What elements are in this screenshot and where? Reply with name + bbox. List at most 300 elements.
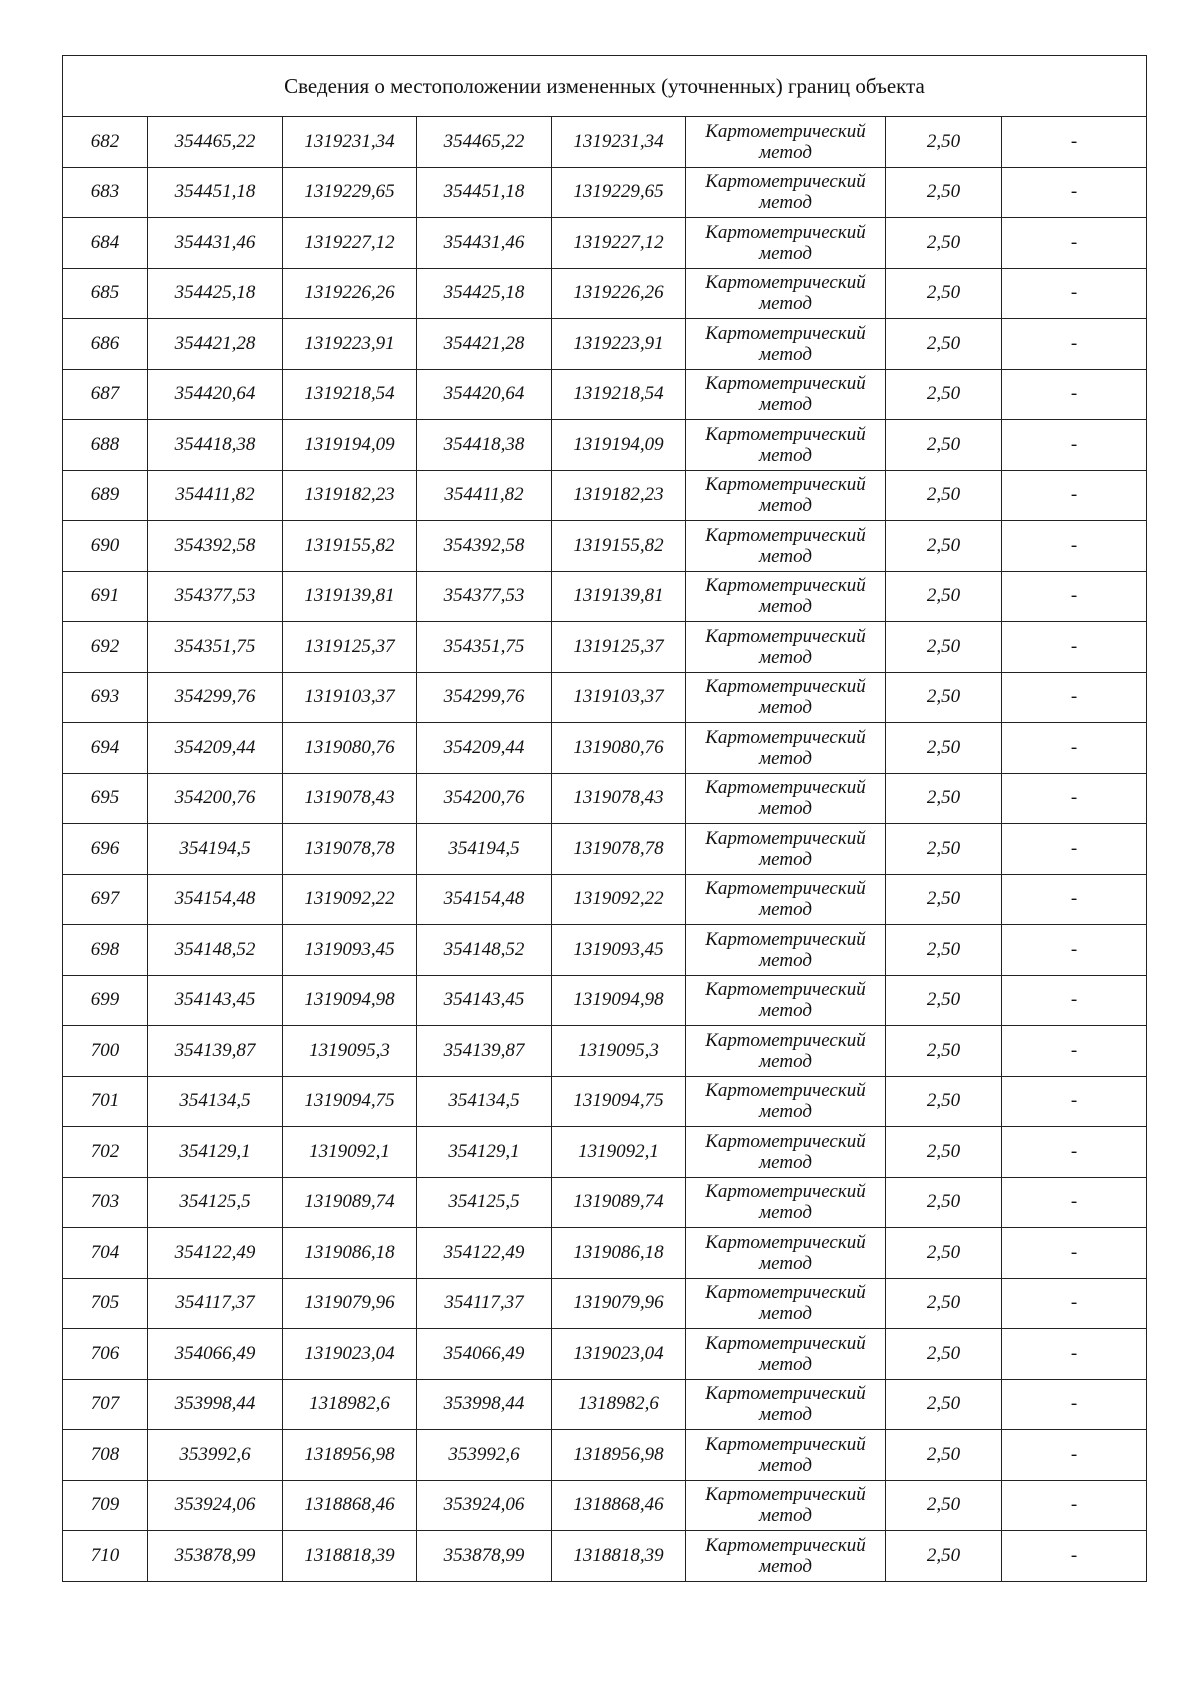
- table-row: [63, 874, 1147, 925]
- refined-y-cell: 1319223,91: [552, 319, 686, 370]
- refined-x-cell: 354134,5: [417, 1076, 552, 1127]
- note-cell: -: [1002, 117, 1147, 168]
- refined-y-cell: 1319086,18: [552, 1228, 686, 1279]
- method-line-1: Картометрический: [705, 777, 866, 799]
- refined-y-cell: 1319155,82: [552, 521, 686, 572]
- existing-y-cell: 1319089,74: [283, 1177, 417, 1228]
- refined-y-cell: 1319095,3: [552, 1026, 686, 1077]
- method-line-1: Картометрический: [705, 1130, 866, 1152]
- existing-x-cell: 354122,49: [148, 1228, 283, 1279]
- refined-y-cell: 1318818,39: [552, 1531, 686, 1582]
- note-cell: -: [1002, 975, 1147, 1026]
- method-line-2: метод: [759, 596, 812, 618]
- method-line-1: Картометрический: [705, 1181, 866, 1203]
- existing-x-cell: 354148,52: [148, 925, 283, 976]
- note-cell: -: [1002, 672, 1147, 723]
- existing-y-cell: 1319094,75: [283, 1076, 417, 1127]
- accuracy-cell: 2,50: [886, 723, 1002, 774]
- note-cell: -: [1002, 1177, 1147, 1228]
- point-number-cell: 697: [63, 874, 148, 925]
- method-line-2: метод: [759, 394, 812, 416]
- note-cell: -: [1002, 268, 1147, 319]
- method-line-2: метод: [759, 444, 812, 466]
- refined-x-cell: 354117,37: [417, 1278, 552, 1329]
- point-number-cell: 689: [63, 470, 148, 521]
- method-line-2: метод: [759, 949, 812, 971]
- method-line-2: метод: [759, 848, 812, 870]
- method-cell: [686, 824, 886, 875]
- method-line-2: метод: [759, 798, 812, 820]
- refined-y-cell: 1319079,96: [552, 1278, 686, 1329]
- method-cell: [686, 319, 886, 370]
- method-cell: [686, 1480, 886, 1531]
- method-line-2: метод: [759, 1202, 812, 1224]
- note-cell: -: [1002, 1531, 1147, 1582]
- existing-y-cell: 1319086,18: [283, 1228, 417, 1279]
- method-line-2: метод: [759, 242, 812, 264]
- method-line-2: метод: [759, 1151, 812, 1173]
- point-number-cell: 705: [63, 1278, 148, 1329]
- method-line-2: метод: [759, 1252, 812, 1274]
- method-line-1: Картометрический: [705, 726, 866, 748]
- method-line-2: метод: [759, 1454, 812, 1476]
- table-row: [63, 1278, 1147, 1329]
- method-line-1: Картометрический: [705, 1332, 866, 1354]
- note-cell: -: [1002, 420, 1147, 471]
- accuracy-cell: 2,50: [886, 369, 1002, 420]
- accuracy-cell: 2,50: [886, 1177, 1002, 1228]
- method-line-1: Картометрический: [705, 423, 866, 445]
- refined-x-cell: 354122,49: [417, 1228, 552, 1279]
- method-line-2: метод: [759, 1505, 812, 1527]
- method-cell: [686, 369, 886, 420]
- note-cell: -: [1002, 218, 1147, 269]
- accuracy-cell: 2,50: [886, 1127, 1002, 1178]
- refined-y-cell: 1319078,78: [552, 824, 686, 875]
- refined-x-cell: 354418,38: [417, 420, 552, 471]
- method-cell: [686, 1278, 886, 1329]
- method-cell: [686, 420, 886, 471]
- refined-y-cell: 1319229,65: [552, 167, 686, 218]
- table-row: [63, 1076, 1147, 1127]
- method-line-2: метод: [759, 1000, 812, 1022]
- point-number-cell: 691: [63, 571, 148, 622]
- method-cell: [686, 1531, 886, 1582]
- method-line-2: метод: [759, 1303, 812, 1325]
- refined-y-cell: 1319080,76: [552, 723, 686, 774]
- existing-x-cell: 354299,76: [148, 672, 283, 723]
- table-title-row: [63, 56, 1147, 117]
- point-number-cell: 701: [63, 1076, 148, 1127]
- accuracy-cell: 2,50: [886, 925, 1002, 976]
- existing-x-cell: 354129,1: [148, 1127, 283, 1178]
- accuracy-cell: 2,50: [886, 571, 1002, 622]
- method-cell: [686, 1430, 886, 1481]
- method-line-1: Картометрический: [705, 979, 866, 1001]
- method-line-2: метод: [759, 343, 812, 365]
- method-cell: [686, 874, 886, 925]
- method-cell: [686, 1076, 886, 1127]
- existing-x-cell: 354154,48: [148, 874, 283, 925]
- existing-y-cell: 1319080,76: [283, 723, 417, 774]
- point-number-cell: 683: [63, 167, 148, 218]
- method-line-1: Картометрический: [705, 878, 866, 900]
- table-row: [63, 975, 1147, 1026]
- note-cell: -: [1002, 1480, 1147, 1531]
- refined-y-cell: 1319226,26: [552, 268, 686, 319]
- table-row: [63, 1177, 1147, 1228]
- refined-x-cell: 354420,64: [417, 369, 552, 420]
- existing-x-cell: 354420,64: [148, 369, 283, 420]
- existing-y-cell: 1319231,34: [283, 117, 417, 168]
- existing-y-cell: 1319226,26: [283, 268, 417, 319]
- note-cell: -: [1002, 369, 1147, 420]
- existing-x-cell: 354139,87: [148, 1026, 283, 1077]
- table-row: [63, 218, 1147, 269]
- refined-x-cell: 354377,53: [417, 571, 552, 622]
- existing-y-cell: 1319078,78: [283, 824, 417, 875]
- method-line-1: Картометрический: [705, 1282, 866, 1304]
- existing-x-cell: 354117,37: [148, 1278, 283, 1329]
- method-line-1: Картометрический: [705, 272, 866, 294]
- method-cell: [686, 1177, 886, 1228]
- accuracy-cell: 2,50: [886, 117, 1002, 168]
- accuracy-cell: 2,50: [886, 672, 1002, 723]
- method-line-1: Картометрический: [705, 625, 866, 647]
- point-number-cell: 692: [63, 622, 148, 673]
- method-cell: [686, 622, 886, 673]
- method-line-2: метод: [759, 192, 812, 214]
- refined-y-cell: 1319023,04: [552, 1329, 686, 1380]
- accuracy-cell: 2,50: [886, 824, 1002, 875]
- accuracy-cell: 2,50: [886, 218, 1002, 269]
- refined-y-cell: 1319089,74: [552, 1177, 686, 1228]
- accuracy-cell: 2,50: [886, 1329, 1002, 1380]
- existing-x-cell: 354377,53: [148, 571, 283, 622]
- refined-y-cell: 1319093,45: [552, 925, 686, 976]
- method-line-1: Картометрический: [705, 1231, 866, 1253]
- refined-y-cell: 1319078,43: [552, 773, 686, 824]
- accuracy-cell: 2,50: [886, 470, 1002, 521]
- refined-y-cell: 1319092,22: [552, 874, 686, 925]
- table-row: [63, 1379, 1147, 1430]
- table-title: Сведения о местоположении измененных (уточненных) границ объекта: [63, 56, 1147, 117]
- point-number-cell: 703: [63, 1177, 148, 1228]
- table-row: [63, 1531, 1147, 1582]
- table-row: [63, 319, 1147, 370]
- accuracy-cell: 2,50: [886, 874, 1002, 925]
- refined-x-cell: 354154,48: [417, 874, 552, 925]
- table-row: [63, 1228, 1147, 1279]
- existing-x-cell: 353992,6: [148, 1430, 283, 1481]
- method-line-2: метод: [759, 646, 812, 668]
- existing-y-cell: 1319125,37: [283, 622, 417, 673]
- refined-y-cell: 1319094,98: [552, 975, 686, 1026]
- point-number-cell: 690: [63, 521, 148, 572]
- refined-y-cell: 1319094,75: [552, 1076, 686, 1127]
- table-body: [63, 117, 1147, 1582]
- existing-x-cell: 353924,06: [148, 1480, 283, 1531]
- existing-y-cell: 1318956,98: [283, 1430, 417, 1481]
- method-cell: [686, 925, 886, 976]
- existing-y-cell: 1319079,96: [283, 1278, 417, 1329]
- table-row: [63, 723, 1147, 774]
- method-line-2: метод: [759, 1050, 812, 1072]
- accuracy-cell: 2,50: [886, 1379, 1002, 1430]
- table-row: [63, 1026, 1147, 1077]
- refined-y-cell: 1319218,54: [552, 369, 686, 420]
- note-cell: -: [1002, 571, 1147, 622]
- refined-x-cell: 354392,58: [417, 521, 552, 572]
- refined-x-cell: 354129,1: [417, 1127, 552, 1178]
- point-number-cell: 696: [63, 824, 148, 875]
- method-line-2: метод: [759, 697, 812, 719]
- existing-x-cell: 354421,28: [148, 319, 283, 370]
- refined-y-cell: 1319194,09: [552, 420, 686, 471]
- existing-x-cell: 354200,76: [148, 773, 283, 824]
- method-line-2: метод: [759, 747, 812, 769]
- method-line-1: Картометрический: [705, 474, 866, 496]
- existing-x-cell: 354134,5: [148, 1076, 283, 1127]
- accuracy-cell: 2,50: [886, 1430, 1002, 1481]
- note-cell: -: [1002, 1127, 1147, 1178]
- refined-x-cell: 354351,75: [417, 622, 552, 673]
- existing-x-cell: 354194,5: [148, 824, 283, 875]
- point-number-cell: 707: [63, 1379, 148, 1430]
- method-cell: [686, 975, 886, 1026]
- existing-x-cell: 354351,75: [148, 622, 283, 673]
- existing-y-cell: 1319139,81: [283, 571, 417, 622]
- existing-y-cell: 1319023,04: [283, 1329, 417, 1380]
- existing-y-cell: 1319078,43: [283, 773, 417, 824]
- existing-x-cell: 354418,38: [148, 420, 283, 471]
- refined-x-cell: 354425,18: [417, 268, 552, 319]
- table-row: [63, 1430, 1147, 1481]
- note-cell: -: [1002, 1430, 1147, 1481]
- point-number-cell: 706: [63, 1329, 148, 1380]
- method-cell: [686, 672, 886, 723]
- note-cell: -: [1002, 521, 1147, 572]
- refined-y-cell: 1319139,81: [552, 571, 686, 622]
- method-cell: [686, 218, 886, 269]
- point-number-cell: 709: [63, 1480, 148, 1531]
- existing-y-cell: 1319094,98: [283, 975, 417, 1026]
- existing-y-cell: 1319227,12: [283, 218, 417, 269]
- note-cell: -: [1002, 1026, 1147, 1077]
- refined-x-cell: 354143,45: [417, 975, 552, 1026]
- method-line-1: Картометрический: [705, 928, 866, 950]
- method-line-2: метод: [759, 1101, 812, 1123]
- accuracy-cell: 2,50: [886, 1026, 1002, 1077]
- note-cell: -: [1002, 1379, 1147, 1430]
- method-cell: [686, 1026, 886, 1077]
- method-line-2: метод: [759, 495, 812, 517]
- existing-x-cell: 354431,46: [148, 218, 283, 269]
- existing-x-cell: 354066,49: [148, 1329, 283, 1380]
- existing-y-cell: 1318868,46: [283, 1480, 417, 1531]
- point-number-cell: 688: [63, 420, 148, 471]
- accuracy-cell: 2,50: [886, 1278, 1002, 1329]
- existing-x-cell: 354451,18: [148, 167, 283, 218]
- method-line-1: Картометрический: [705, 1029, 866, 1051]
- table-row: [63, 268, 1147, 319]
- note-cell: -: [1002, 874, 1147, 925]
- existing-x-cell: 354143,45: [148, 975, 283, 1026]
- refined-x-cell: 354209,44: [417, 723, 552, 774]
- method-line-2: метод: [759, 293, 812, 315]
- method-line-1: Картометрический: [705, 676, 866, 698]
- refined-x-cell: 353992,6: [417, 1430, 552, 1481]
- method-cell: [686, 268, 886, 319]
- accuracy-cell: 2,50: [886, 975, 1002, 1026]
- refined-y-cell: 1318868,46: [552, 1480, 686, 1531]
- existing-x-cell: 353878,99: [148, 1531, 283, 1582]
- existing-y-cell: 1319194,09: [283, 420, 417, 471]
- point-number-cell: 685: [63, 268, 148, 319]
- method-line-2: метод: [759, 545, 812, 567]
- method-line-1: Картометрический: [705, 120, 866, 142]
- point-number-cell: 704: [63, 1228, 148, 1279]
- point-number-cell: 684: [63, 218, 148, 269]
- table-row: [63, 1329, 1147, 1380]
- refined-x-cell: 354421,28: [417, 319, 552, 370]
- refined-y-cell: 1318982,6: [552, 1379, 686, 1430]
- method-line-2: метод: [759, 899, 812, 921]
- point-number-cell: 686: [63, 319, 148, 370]
- note-cell: -: [1002, 319, 1147, 370]
- table-row: [63, 420, 1147, 471]
- refined-y-cell: 1319125,37: [552, 622, 686, 673]
- method-line-1: Картометрический: [705, 373, 866, 395]
- method-line-2: метод: [759, 1555, 812, 1577]
- method-cell: [686, 470, 886, 521]
- refined-x-cell: 354139,87: [417, 1026, 552, 1077]
- accuracy-cell: 2,50: [886, 773, 1002, 824]
- table-row: [63, 773, 1147, 824]
- method-cell: [686, 1329, 886, 1380]
- note-cell: -: [1002, 1278, 1147, 1329]
- table-row: [63, 622, 1147, 673]
- note-cell: -: [1002, 925, 1147, 976]
- method-line-2: метод: [759, 141, 812, 163]
- method-line-1: Картометрический: [705, 1534, 866, 1556]
- method-line-1: Картометрический: [705, 1080, 866, 1102]
- method-cell: [686, 521, 886, 572]
- existing-y-cell: 1319229,65: [283, 167, 417, 218]
- existing-y-cell: 1319093,45: [283, 925, 417, 976]
- method-line-1: Картометрический: [705, 221, 866, 243]
- existing-x-cell: 354209,44: [148, 723, 283, 774]
- refined-y-cell: 1319182,23: [552, 470, 686, 521]
- refined-x-cell: 354431,46: [417, 218, 552, 269]
- existing-x-cell: 354411,82: [148, 470, 283, 521]
- refined-y-cell: 1319227,12: [552, 218, 686, 269]
- existing-y-cell: 1318982,6: [283, 1379, 417, 1430]
- note-cell: -: [1002, 1076, 1147, 1127]
- method-line-1: Картометрический: [705, 575, 866, 597]
- method-line-1: Картометрический: [705, 322, 866, 344]
- refined-x-cell: 354148,52: [417, 925, 552, 976]
- accuracy-cell: 2,50: [886, 319, 1002, 370]
- method-cell: [686, 1127, 886, 1178]
- existing-x-cell: 354425,18: [148, 268, 283, 319]
- table-row: [63, 369, 1147, 420]
- refined-y-cell: 1319092,1: [552, 1127, 686, 1178]
- refined-x-cell: 354194,5: [417, 824, 552, 875]
- refined-y-cell: 1319103,37: [552, 672, 686, 723]
- table-row: [63, 824, 1147, 875]
- note-cell: -: [1002, 622, 1147, 673]
- existing-x-cell: 354125,5: [148, 1177, 283, 1228]
- method-line-1: Картометрический: [705, 1433, 866, 1455]
- accuracy-cell: 2,50: [886, 1531, 1002, 1582]
- refined-x-cell: 354125,5: [417, 1177, 552, 1228]
- method-line-1: Картометрический: [705, 1383, 866, 1405]
- accuracy-cell: 2,50: [886, 1480, 1002, 1531]
- refined-x-cell: 353878,99: [417, 1531, 552, 1582]
- method-cell: [686, 117, 886, 168]
- note-cell: -: [1002, 167, 1147, 218]
- refined-x-cell: 354411,82: [417, 470, 552, 521]
- method-cell: [686, 723, 886, 774]
- existing-y-cell: 1319095,3: [283, 1026, 417, 1077]
- accuracy-cell: 2,50: [886, 167, 1002, 218]
- method-cell: [686, 1228, 886, 1279]
- table-row: [63, 117, 1147, 168]
- existing-y-cell: 1319103,37: [283, 672, 417, 723]
- refined-x-cell: 354200,76: [417, 773, 552, 824]
- table-row: [63, 1127, 1147, 1178]
- existing-y-cell: 1319155,82: [283, 521, 417, 572]
- method-cell: [686, 167, 886, 218]
- accuracy-cell: 2,50: [886, 521, 1002, 572]
- existing-y-cell: 1319182,23: [283, 470, 417, 521]
- accuracy-cell: 2,50: [886, 622, 1002, 673]
- method-cell: [686, 1379, 886, 1430]
- existing-y-cell: 1319223,91: [283, 319, 417, 370]
- note-cell: -: [1002, 723, 1147, 774]
- accuracy-cell: 2,50: [886, 1228, 1002, 1279]
- table-row: [63, 1480, 1147, 1531]
- accuracy-cell: 2,50: [886, 268, 1002, 319]
- refined-x-cell: 354299,76: [417, 672, 552, 723]
- accuracy-cell: 2,50: [886, 1076, 1002, 1127]
- method-line-1: Картометрический: [705, 827, 866, 849]
- refined-x-cell: 353998,44: [417, 1379, 552, 1430]
- refined-x-cell: 354465,22: [417, 117, 552, 168]
- table-row: [63, 521, 1147, 572]
- point-number-cell: 687: [63, 369, 148, 420]
- method-cell: [686, 773, 886, 824]
- point-number-cell: 700: [63, 1026, 148, 1077]
- refined-y-cell: 1319231,34: [552, 117, 686, 168]
- method-line-2: метод: [759, 1404, 812, 1426]
- point-number-cell: 702: [63, 1127, 148, 1178]
- table-row: [63, 925, 1147, 976]
- method-line-2: метод: [759, 1353, 812, 1375]
- refined-x-cell: 354451,18: [417, 167, 552, 218]
- table-row: [63, 571, 1147, 622]
- method-cell: [686, 571, 886, 622]
- note-cell: -: [1002, 773, 1147, 824]
- existing-x-cell: 353998,44: [148, 1379, 283, 1430]
- table-row: [63, 470, 1147, 521]
- point-number-cell: 699: [63, 975, 148, 1026]
- note-cell: -: [1002, 1329, 1147, 1380]
- point-number-cell: 698: [63, 925, 148, 976]
- table-row: [63, 167, 1147, 218]
- accuracy-cell: 2,50: [886, 420, 1002, 471]
